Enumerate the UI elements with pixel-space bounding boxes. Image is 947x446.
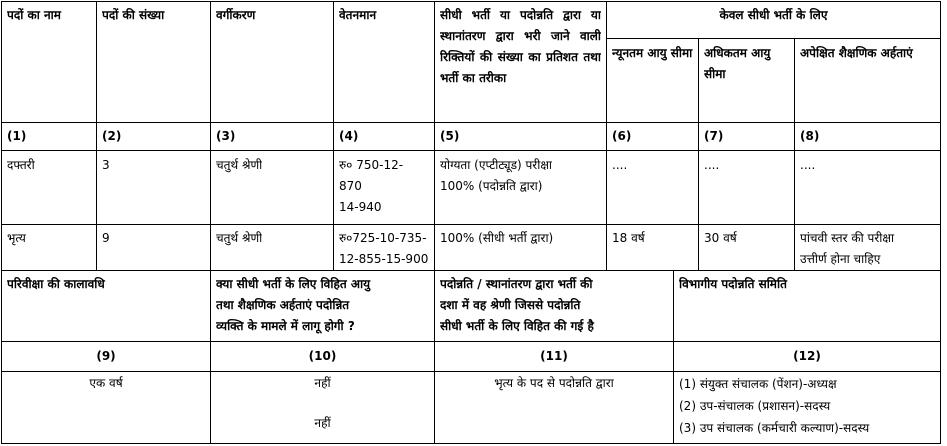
header-post-count: पदों की संख्या bbox=[102, 8, 165, 22]
text-line: 100% (पदोन्नति द्वारा) bbox=[440, 179, 543, 193]
row-2-post: भृत्य bbox=[7, 231, 26, 245]
column-number: (6) bbox=[612, 129, 632, 143]
text-line: (3) उप संचालक (कर्मचारी कल्याण)-सदस्य bbox=[679, 421, 870, 435]
column-number: (8) bbox=[800, 129, 820, 143]
header-direct-recruitment-group: केवल सीधी भर्ती के लिए bbox=[719, 8, 828, 22]
row-1-min-age: .... bbox=[612, 158, 628, 172]
header-qualification: अपेक्षित शैक्षणिक अर्हताएं bbox=[800, 46, 913, 60]
rule-line bbox=[1, 341, 941, 342]
column-number: (9) bbox=[96, 349, 116, 363]
text-line: रु०725-10-735- bbox=[339, 231, 427, 245]
column-number: (11) bbox=[540, 349, 568, 363]
header-min-age: न्यूनतम आयु सीमा bbox=[612, 46, 693, 60]
row-1-class: चतुर्थ श्रेणी bbox=[216, 158, 263, 172]
header-pay-scale: वेतनमान bbox=[339, 8, 377, 22]
text-line: 14-940 bbox=[339, 200, 382, 214]
text-line: पदोन्नति / स्थानांतरण द्वारा भर्ती की bbox=[440, 277, 593, 291]
rule-line bbox=[940, 1, 941, 444]
text-line: .... bbox=[800, 158, 816, 172]
column-number: (2) bbox=[102, 129, 122, 143]
rule-line bbox=[1, 443, 941, 444]
header-committee: विभागीय पदोन्नति समिति bbox=[679, 277, 787, 291]
text-line: 870 bbox=[339, 179, 362, 193]
row-2-pay-scale bbox=[339, 228, 428, 270]
header-max-age: अधिकतम आयु सीमा bbox=[704, 46, 771, 81]
header-applicability bbox=[216, 274, 431, 337]
text-line: पांचवी स्तर की परीक्षा bbox=[800, 231, 895, 245]
rule-line bbox=[1, 1, 941, 2]
rule-line bbox=[1, 150, 941, 151]
rule-line bbox=[606, 1, 607, 271]
header-promotion-grade bbox=[440, 274, 670, 337]
text-line: उत्तीर्ण होना चाहिए bbox=[800, 252, 881, 266]
rule-line bbox=[606, 38, 941, 39]
rule-line bbox=[698, 38, 699, 271]
column-number: (4) bbox=[339, 129, 359, 143]
rule-line bbox=[1, 122, 941, 123]
text-line: (2) उप-संचालक (प्रशासन)-सदस्य bbox=[679, 399, 831, 413]
rules-table-frame bbox=[1, 1, 941, 444]
header-recruitment-method: सीधी भर्ती या पदोन्नति द्वारा या स्थानांतरण द्वारा भरी जाने वाली रिक्तियों की संख्या का प्रतिशत तथा भर्ती का तरीका bbox=[440, 8, 601, 85]
text-line: नहीं bbox=[314, 416, 331, 430]
header-probation: परिवीक्षा की कालावधि bbox=[7, 277, 105, 291]
rule-line bbox=[794, 38, 795, 271]
row-2-method bbox=[440, 228, 553, 249]
column-number: (12) bbox=[793, 349, 821, 363]
text-line: दशा में वह श्रेणी जिससे पदोन्नति bbox=[440, 298, 581, 312]
applicability-value bbox=[211, 373, 434, 433]
row-1-post: दफ्तरी bbox=[7, 158, 35, 172]
probation-value: एक वर्ष bbox=[89, 376, 123, 390]
row-1-qualification bbox=[800, 155, 815, 176]
column-number: (7) bbox=[704, 129, 724, 143]
text-line: तथा शैक्षणिक अर्हताएं पदोन्नित bbox=[216, 298, 350, 312]
rule-line bbox=[96, 1, 97, 271]
text-line: रु० 750-12- bbox=[339, 158, 404, 172]
row-2-max-age: 30 वर्ष bbox=[704, 231, 737, 245]
row-2-class: चतुर्थ श्रेणी bbox=[216, 231, 263, 245]
committee-members bbox=[679, 373, 937, 439]
row-1-max-age: .... bbox=[704, 158, 720, 172]
rule-line bbox=[1, 371, 941, 372]
text-line: व्यक्ति के मामले में लागू होगी ? bbox=[216, 319, 355, 333]
promotion-grade-value: भृत्य के पद से पदोन्नति द्वारा bbox=[494, 376, 614, 390]
text-line: सीधी भर्ती के लिए विहित की गई है bbox=[440, 319, 594, 333]
text-line: क्या सीधी भर्ती के लिए विहित आयु bbox=[216, 277, 371, 291]
rule-line bbox=[1, 270, 941, 271]
text-line: 12-855-15-900 bbox=[339, 252, 429, 266]
rule-line bbox=[1, 224, 941, 225]
rule-line bbox=[333, 1, 334, 271]
column-number: (3) bbox=[216, 129, 236, 143]
text-line: 100% (सीधी भर्ती द्वारा) bbox=[440, 231, 554, 245]
text-line: नहीं bbox=[314, 376, 331, 390]
row-2-min-age: 18 वर्ष bbox=[612, 231, 645, 245]
row-1-method bbox=[440, 155, 552, 197]
column-number: (5) bbox=[440, 129, 460, 143]
row-1-pay-scale bbox=[339, 155, 403, 218]
header-post-name: पदों का नाम bbox=[7, 8, 61, 22]
text-line: (1) संयुक्त संचालक (पेंशन)-अध्यक्ष bbox=[679, 377, 837, 391]
text-line bbox=[211, 393, 434, 413]
header-classification: वर्गीकरण bbox=[216, 8, 256, 22]
column-number: (1) bbox=[7, 129, 27, 143]
text-line: योग्यता (एप्टीट्यूड) परीक्षा bbox=[440, 158, 553, 172]
column-number: (10) bbox=[308, 349, 337, 363]
row-1-count: 3 bbox=[102, 158, 110, 172]
row-2-count: 9 bbox=[102, 231, 110, 245]
row-2-qualification bbox=[800, 228, 936, 270]
